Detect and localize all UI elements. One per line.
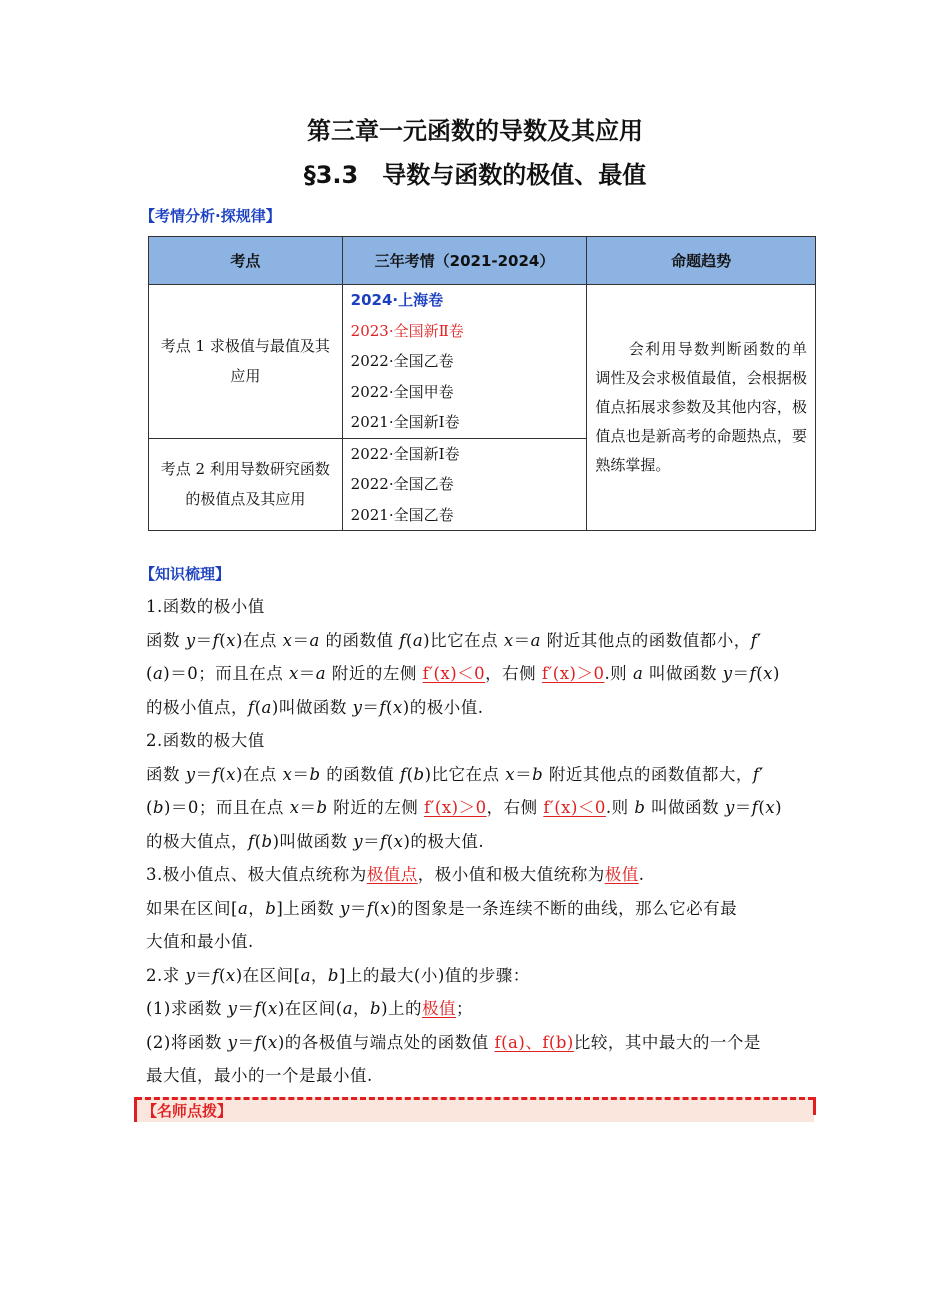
column-header: 三年考情（2021-2024）	[342, 237, 587, 285]
paragraph-line: 2.求 y＝f(x)在区间[a，b]上的最大(小)值的步骤：	[146, 965, 530, 985]
exam-item: 2022·全国新Ⅰ卷	[350, 444, 460, 463]
paragraph-line: 的极小值点，f(a)叫做函数 y＝f(x)的极小值.	[146, 697, 484, 717]
exam-list-cell	[342, 438, 587, 531]
tips-right-border	[813, 1097, 816, 1115]
paragraph-line: (a)＝0；而且在点 x＝a 附近的左侧 f′(x)＜0，右侧 f′(x)＞0.则 a 叫做函数 y＝f(x)	[146, 664, 780, 683]
paragraph-line: 3.极小值点、极大值点统称为极值点，极小值和极大值统称为极值.	[146, 865, 645, 884]
column-header: 命题趋势	[587, 237, 816, 285]
paragraph-line: (b)＝0；而且在点 x＝b 附近的左侧 f′(x)＞0，右侧 f′(x)＜0.则 b 叫做函数 y＝f(x)	[146, 798, 783, 817]
exam-list-cell	[342, 285, 587, 439]
exam-item: 2022·全国乙卷	[350, 475, 454, 493]
exam-item: 2021·全国新Ⅰ卷	[350, 413, 460, 431]
knowledge-heading: 【知识梳理】	[140, 565, 231, 583]
column-header: 考点	[149, 237, 343, 285]
table-row	[149, 285, 816, 439]
chapter-title: 第三章一元函数的导数及其应用	[307, 117, 643, 145]
max-value-heading: 2.函数的极大值	[146, 731, 265, 750]
tips-box	[136, 1097, 814, 1122]
exam-item: 2024·上海卷	[350, 291, 444, 309]
exam-analysis-table	[148, 236, 816, 531]
tips-heading: 【名师点拨】	[142, 1102, 233, 1120]
knowledge-body	[146, 590, 806, 1093]
answer-blank: f′(x)＜0	[422, 664, 486, 683]
exam-item: 2022·全国甲卷	[350, 382, 454, 401]
exam-item: 2023·全国新Ⅱ卷	[350, 321, 464, 340]
paragraph-line: (2)将函数 y＝f(x)的各极值与端点处的函数值 f(a)、f(b)比较，其中最大的一个是	[146, 1032, 761, 1052]
section-title: §3.3 导数与函数的极值、最值	[303, 161, 647, 189]
trend-cell	[587, 285, 816, 531]
min-value-heading: 1.函数的极小值	[146, 597, 265, 616]
paragraph-line: 函数 y＝f(x)在点 x＝a 的函数值 f(a)比它在点 x＝a 附近其他点的函数值都小，f′	[146, 630, 762, 650]
topic-cell: 考点 1 求极值与最值及其应用	[149, 285, 343, 439]
paragraph-line: (1)求函数 y＝f(x)在区间(a，b)上的极值；	[146, 999, 474, 1018]
paragraph-line: 函数 y＝f(x)在点 x＝b 的函数值 f(b)比它在点 x＝b 附近其他点的函数值都大，f′	[146, 764, 764, 784]
answer-blank: f′(x)＜0	[543, 798, 606, 817]
paragraph-line: 最大值，最小的一个是最小值.	[146, 1066, 373, 1085]
paragraph-line: 大值和最小值.	[146, 932, 254, 951]
analysis-heading: 【考情分析·探规律】	[140, 207, 281, 225]
answer-blank: f′(x)＞0	[541, 664, 605, 683]
table-header-row	[149, 237, 816, 285]
answer-blank: 极值	[422, 999, 457, 1018]
answer-blank: f(a)、f(b)	[494, 1032, 574, 1052]
paragraph-line: 的极大值点，f(b)叫做函数 y＝f(x)的极大值.	[146, 831, 485, 851]
exam-item: 2022·全国乙卷	[350, 352, 454, 370]
topic-cell: 考点 2 利用导数研究函数的极值点及其应用	[149, 438, 343, 531]
answer-blank: 极值点	[366, 865, 418, 884]
exam-item: 2021·全国乙卷	[350, 505, 454, 524]
answer-blank: 极值	[604, 865, 639, 884]
paragraph-line: 如果在区间[a，b]上函数 y＝f(x)的图象是一条连续不断的曲线，那么它必有最	[146, 898, 738, 918]
answer-blank: f′(x)＞0	[424, 798, 487, 817]
tips-left-border	[134, 1097, 137, 1122]
trend-text: 会利用导数判断函数的单调性及会求极值最值，会根据极值点拓展求参数及其他内容，极值点也是新高考的命题热点，要熟练掌握。	[595, 340, 807, 474]
